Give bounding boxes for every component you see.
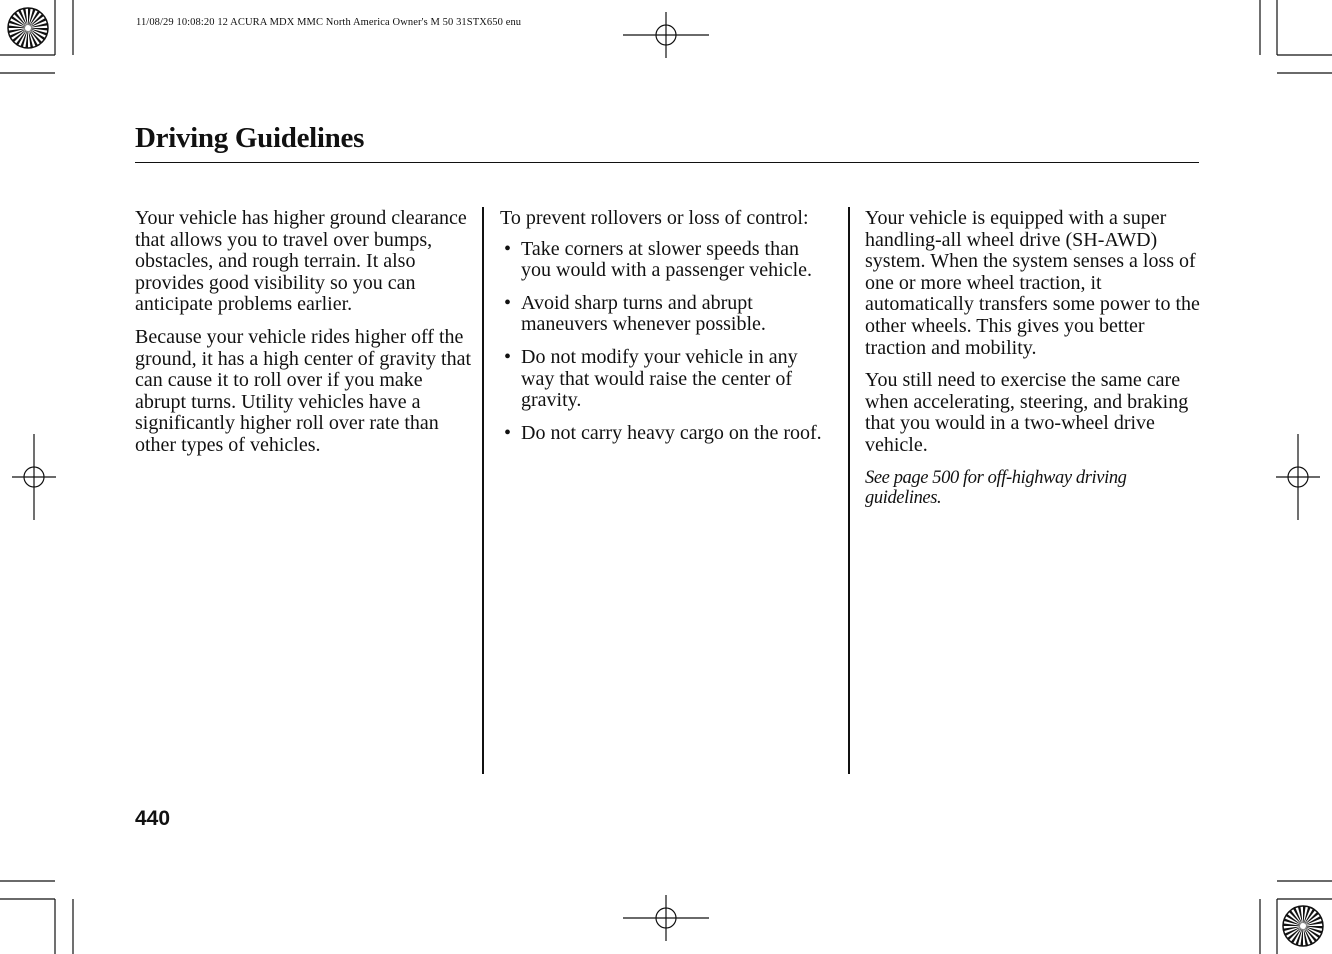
list-item-text: Avoid sharp turns and abrupt maneuvers whenever possible. [521,291,766,336]
registration-mark-right [1276,434,1320,520]
page-title: Driving Guidelines [135,122,365,154]
list-item-text: Do not carry heavy cargo on the roof. [521,421,822,444]
paragraph: Your vehicle has higher ground clearance that allows you to travel over bumps, obstacles, and rough terrain. It also provides good visibility so you can anticipate problems earlier. [135,207,467,316]
title-rule [135,162,1199,163]
column-divider [482,207,484,774]
bullet-icon: • [504,237,512,260]
starburst-target-top-left [8,8,48,48]
cross-reference-note: See page 500 for off-highway driving guidelines. [865,467,1127,508]
paragraph: To prevent rollovers or loss of control: [500,207,809,229]
bullet-icon: • [504,345,512,368]
page-number: 440 [135,807,171,830]
paragraph: You still need to exercise the same care when accelerating, steering, and braking that you would in a two-wheel drive vehicle. [865,369,1189,456]
list-item [500,347,830,412]
registration-mark-top [623,12,709,58]
paragraph: Your vehicle is equipped with a super handling-all wheel drive (SH-AWD) system. When the system senses a loss of one or more wheel traction, it automatically transfers some power to the other wheels. This gives you better traction and mobility. [865,207,1200,359]
bullet-icon: • [504,291,512,314]
starburst-target-bottom-right [1283,906,1323,946]
list-item-text: Take corners at slower speeds than you would with a passenger vehicle. [521,237,813,282]
bullet-icon: • [504,421,512,444]
column-2 [500,208,830,455]
registration-mark-bottom [623,895,709,941]
print-header: 11/08/29 10:08:20 12 ACURA MDX MMC North America Owner's M 50 31STX650 enu [136,17,522,28]
list-item [500,423,830,445]
list-item [500,293,830,336]
list-item [500,239,830,282]
column-1 [135,208,475,468]
column-divider [848,207,850,774]
registration-mark-left [12,434,56,520]
column-3 [865,208,1203,519]
list-item-text: Do not modify your vehicle in any way that would raise the center of gravity. [521,345,798,412]
paragraph: Because your vehicle rides higher off the ground, it has a high center of gravity that can cause it to roll over if you make abrupt turns. Utility vehicles have a significantly higher roll over rate than other types of vehicles. [135,325,472,456]
rollover-tips-list [500,239,830,445]
